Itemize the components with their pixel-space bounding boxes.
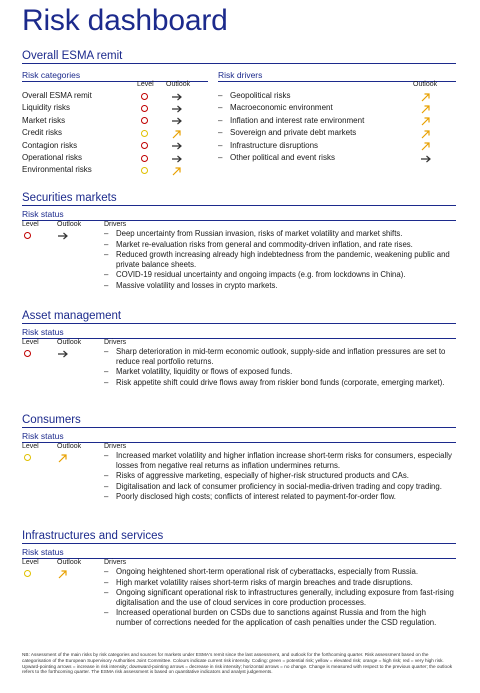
risk-categories-heading: Risk categories xyxy=(22,70,208,82)
drivers-label: Drivers xyxy=(104,339,127,346)
high-level-circle-icon xyxy=(24,232,31,239)
arrow-up-right-icon xyxy=(420,141,432,151)
risk-category-name: Credit risks xyxy=(22,128,63,138)
drivers-label: Drivers xyxy=(104,559,127,566)
arrow-right-icon xyxy=(420,154,432,164)
footnote: NB: Assessment of the main risks by risk categories and sources for markets under ESMA's remit since the last assessment, and outlook for the forthcoming quarter. Risk assessment based on the categorisation of the European Supervisory Authorities Joint Committee. Colours indicate current risk intensity. Coding: green = potential risk; yellow = elevated risk; orange = high risk; red = very high risk. Upward-pointing arrows = increase in risk intensity; downward-pointing arrows = decrease in risk intensity; horizontal arrows = no change. Change is measured with respect to the previous quarter; the outlook refers to the forthcoming quarter. The ESMA risk assessment is based on quantitative indicators and analyst judgements. xyxy=(22,652,453,675)
elevated-level-circle-icon xyxy=(141,167,148,174)
arrow-right-icon xyxy=(57,231,69,241)
risk-category-name: Operational risks xyxy=(22,153,83,162)
risk-driver-name: Other political and event risks xyxy=(230,153,335,162)
drivers-list xyxy=(104,229,454,292)
level-label: Level xyxy=(22,339,39,346)
arrow-up-right-icon xyxy=(57,569,69,579)
drivers-outlook-column-header: Outlook xyxy=(413,81,438,88)
risk-category-name: Environmental risks xyxy=(22,165,92,175)
driver-item: – Deep uncertainty from Russian invasion, risks of market volatility and market shifts. xyxy=(104,229,454,239)
section-heading: Infrastructures and services xyxy=(22,530,456,544)
driver-item: – Risks of aggressive marketing, especially of higher-risk structured products and CAs. xyxy=(104,471,454,481)
driver-item: – High market volatility raises short-term risks of margin breaches and trade disruptions. xyxy=(104,578,454,588)
high-level-circle-icon xyxy=(141,93,148,100)
arrow-right-icon xyxy=(171,104,183,114)
driver-item: – Ongoing significant operational risk to infrastructures generally, including exposure from fast-rising digitalisation and the use of cloud services in core production processes. xyxy=(104,588,454,607)
driver-item: – Increased operational burden on CSDs due to sanctions against Russia and from the high number of corrections needed for the application of cash penalties under the CSD regulation. xyxy=(104,608,454,627)
risk-driver-name: Inflation and interest rate environment xyxy=(230,115,365,125)
driver-item: – Massive volatility and losses in crypto markets. xyxy=(104,281,454,291)
risk-category-name: Liquidity risks xyxy=(22,103,71,113)
outlook-label: Outlook xyxy=(57,221,82,228)
section-heading: Asset management xyxy=(22,310,456,324)
list-dash: – xyxy=(218,91,223,100)
driver-item: – Reduced growth increasing already high indebtedness from the pandemic, weakening public and private balance sheets. xyxy=(104,250,454,269)
page-title: Risk dashboard xyxy=(22,4,228,37)
arrow-up-right-icon xyxy=(420,129,432,139)
list-dash: – xyxy=(218,153,223,162)
list-dash: – xyxy=(218,140,223,150)
arrow-up-right-icon xyxy=(57,453,69,463)
drivers-list xyxy=(104,451,454,503)
arrow-up-right-icon xyxy=(420,92,432,102)
elevated-level-circle-icon xyxy=(141,130,148,137)
level-column-header: Level xyxy=(137,81,154,88)
risk-status-heading: Risk status xyxy=(22,547,456,559)
elevated-level-circle-icon xyxy=(24,570,31,577)
arrow-right-icon xyxy=(171,116,183,126)
risk-driver-name: Sovereign and private debt markets xyxy=(230,128,357,138)
arrow-right-icon xyxy=(57,349,69,359)
risk-driver-name: Geopolitical risks xyxy=(230,91,291,100)
arrow-right-icon xyxy=(171,92,183,102)
drivers-list xyxy=(104,567,454,629)
outlook-label: Outlook xyxy=(57,339,82,346)
high-level-circle-icon xyxy=(141,105,148,112)
driver-item: – Poorly disclosed high costs; conflicts of interest related to payment-for-order flow. xyxy=(104,492,454,502)
arrow-up-right-icon xyxy=(420,116,432,126)
driver-item: – Digitalisation and lack of consumer proficiency in social-media-driven trading and copy trading. xyxy=(104,482,454,492)
risk-category-name: Market risks xyxy=(22,115,66,125)
high-level-circle-icon xyxy=(24,350,31,357)
arrow-up-right-icon xyxy=(420,104,432,114)
driver-item: – Ongoing heightened short-term operational risk of cyberattacks, especially from Russia. xyxy=(104,567,454,577)
risk-drivers-heading: Risk drivers xyxy=(218,70,456,82)
arrow-right-icon xyxy=(171,154,183,164)
driver-item: – Risk appetite shift could drive flows away from riskier bond funds (corporate, emerging market). xyxy=(104,378,454,388)
section-heading: Consumers xyxy=(22,414,456,428)
elevated-level-circle-icon xyxy=(24,454,31,461)
high-level-circle-icon xyxy=(141,155,148,162)
list-dash: – xyxy=(218,115,223,125)
driver-item: – COVID-19 residual uncertainty and ongoing impacts (e.g. from lockdowns in China). xyxy=(104,270,454,280)
risk-status-heading: Risk status xyxy=(22,431,456,443)
risk-status-heading: Risk status xyxy=(22,327,456,339)
arrow-up-right-icon xyxy=(171,166,183,176)
driver-item: – Market volatility, liquidity or flows of exposed funds. xyxy=(104,367,454,377)
section-heading: Securities markets xyxy=(22,192,456,206)
high-level-circle-icon xyxy=(141,117,148,124)
outlook-column-header: Outlook xyxy=(166,81,191,88)
outlook-label: Outlook xyxy=(57,559,82,566)
risk-driver-name: Infrastructure disruptions xyxy=(230,140,319,150)
risk-driver-name: Macroeconomic environment xyxy=(230,103,333,113)
driver-item: – Market re-evaluation risks from general and commodity-driven inflation, and rate rises. xyxy=(104,240,454,250)
drivers-label: Drivers xyxy=(104,443,127,450)
list-dash: – xyxy=(218,103,223,113)
outlook-label: Outlook xyxy=(57,443,82,450)
risk-category-name: Overall ESMA remit xyxy=(22,91,92,100)
risk-status-heading: Risk status xyxy=(22,209,456,221)
arrow-up-right-icon xyxy=(171,129,183,139)
level-label: Level xyxy=(22,221,39,228)
driver-item: – Sharp deterioration in mid-term economic outlook, supply-side and inflation pressures are set to reduce real portfolio returns. xyxy=(104,347,454,366)
level-label: Level xyxy=(22,559,39,566)
high-level-circle-icon xyxy=(141,142,148,149)
drivers-list xyxy=(104,347,454,388)
drivers-label: Drivers xyxy=(104,221,127,228)
driver-item: – Increased market volatility and higher inflation increase short-term risks for consumers, especially losses from negative real returns as inflation undermines returns. xyxy=(104,451,454,470)
risk-category-name: Contagion risks xyxy=(22,140,78,150)
arrow-right-icon xyxy=(171,141,183,151)
level-label: Level xyxy=(22,443,39,450)
list-dash: – xyxy=(218,128,223,138)
overall-heading: Overall ESMA remit xyxy=(22,50,456,64)
